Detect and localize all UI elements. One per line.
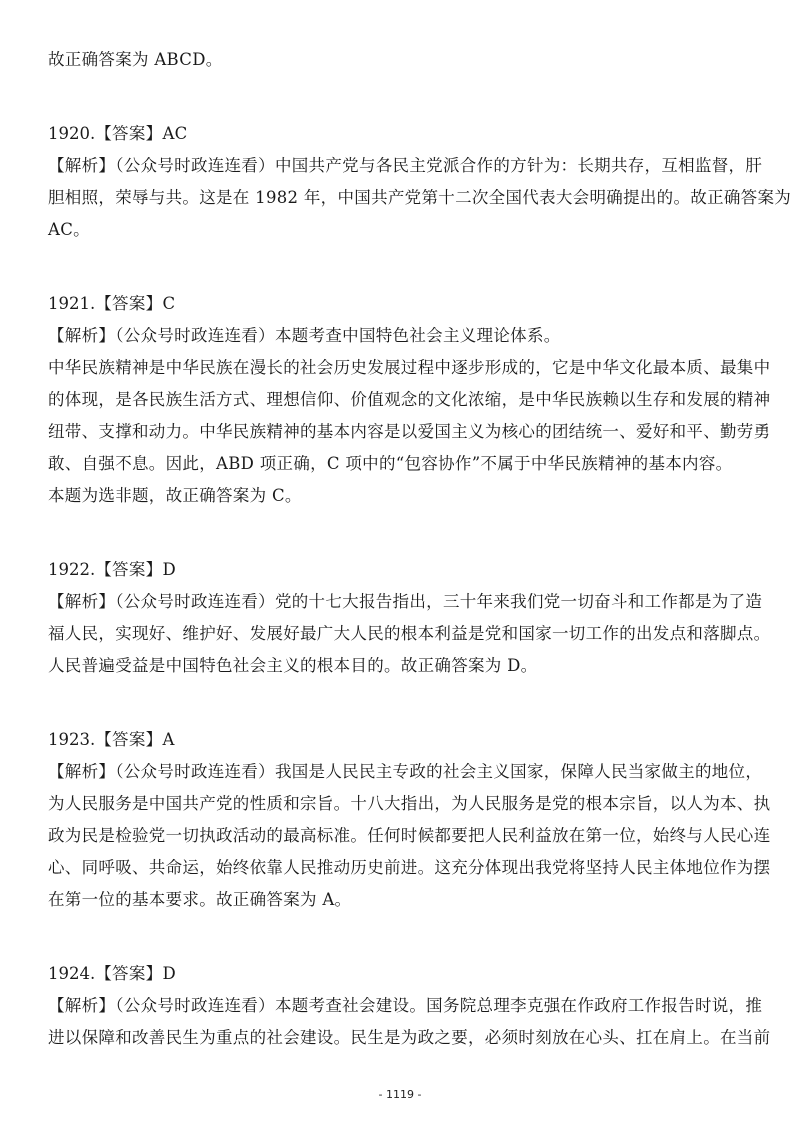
- question-number: 1920.: [48, 124, 96, 143]
- explanation-line: 纽带、支撑和动力。中华民族精神的基本内容是以爱国主义为核心的团结统一、爱好和平、勤劳勇: [48, 422, 771, 441]
- section-gap: [48, 246, 760, 288]
- question-header: [48, 724, 760, 756]
- explanation-line: 【解析】（公众号时政连连看）本题考查中国特色社会主义理论体系。: [48, 326, 561, 345]
- explanation-line: 在第一位的基本要求。故正确答案为 A。: [48, 890, 352, 909]
- section-gap: [48, 76, 760, 118]
- answer-value: C: [162, 294, 176, 313]
- explanation-line: 政为民是检验党一切执政活动的最高标准。任何时候都要把人民利益放在第一位，始终与人民心连: [48, 826, 771, 845]
- explanation-line: 为人民服务是中国共产党的性质和宗旨。十八大指出，为人民服务是党的根本宗旨，以人为本、执: [48, 794, 771, 813]
- answer-label: 【答案】: [95, 560, 163, 579]
- question-number: 1921.: [48, 294, 96, 313]
- question-block: [48, 118, 792, 246]
- answer-value: A: [162, 730, 175, 749]
- answer-value: AC: [162, 124, 188, 143]
- intro-line: 故正确答案为 ABCD。: [48, 50, 223, 69]
- explanation-line: 本题为选非题，故正确答案为 C。: [48, 486, 302, 505]
- question-number: 1922.: [48, 560, 96, 579]
- question-block: [48, 554, 771, 682]
- answer-label: 【答案】: [95, 294, 163, 313]
- explanation-line: 【解析】（公众号时政连连看）中国共产党与各民主党派合作的方针为：长期共存，互相监督，肝: [48, 156, 763, 175]
- explanation-line: 的体现，是各民族生活方式、理想信仰、价值观念的文化浓缩，是中华民族赖以生存和发展的精神: [48, 390, 771, 409]
- answer-label: 【答案】: [95, 730, 163, 749]
- explanation-line: 中华民族精神是中华民族在漫长的社会历史发展过程中逐步形成的，它是中华文化最本质、最集中: [48, 358, 771, 377]
- answer-value: D: [162, 560, 176, 579]
- explanation-line: 人民普遍受益是中国特色社会主义的根本目的。故正确答案为 D。: [48, 656, 538, 675]
- explanation-line: 【解析】（公众号时政连连看）党的十七大报告指出，三十年来我们党一切奋斗和工作都是为了造: [48, 592, 763, 611]
- explanation-line: 福人民，实现好、维护好、发展好最广大人民的根本利益是党和国家一切工作的出发点和落脚点。: [48, 624, 771, 643]
- question-header: [48, 958, 760, 990]
- question-header: [48, 118, 760, 150]
- section-gap: [48, 916, 760, 958]
- explanation-line: 进以保障和改善民生为重点的社会建设。民生是为政之要，必须时刻放在心头、扛在肩上。在当前: [48, 1028, 771, 1047]
- document-page: [48, 44, 792, 1054]
- question-number: 1924.: [48, 964, 96, 983]
- explanation-line: AC。: [48, 220, 90, 239]
- explanation-line: 敢、自强不息。因此，ABD 项正确，C 项中的“包容协作”不属于中华民族精神的基本内容。: [48, 454, 733, 473]
- page-number: - 1119 -: [378, 1088, 422, 1101]
- explanation-line: 【解析】（公众号时政连连看）我国是人民民主专政的社会主义国家，保障人民当家做主的地位，: [48, 762, 763, 781]
- section-gap: [48, 512, 760, 554]
- question-block: [48, 724, 771, 916]
- question-header: [48, 288, 760, 320]
- answer-label: 【答案】: [95, 124, 163, 143]
- section-gap: [48, 682, 760, 724]
- answer-value: D: [162, 964, 176, 983]
- question-list: [48, 76, 792, 1054]
- explanation-line: 胆相照，荣辱与共。这是在 1982 年，中国共产党第十二次全国代表大会明确提出的。故正确答案为: [48, 188, 792, 207]
- question-block: [48, 288, 771, 512]
- explanation-line: 【解析】（公众号时政连连看）本题考查社会建设。国务院总理李克强在作政府工作报告时说，推: [48, 996, 763, 1015]
- explanation-line: 心、同呼吸、共命运，始终依靠人民推动历史前进。这充分体现出我党将坚持人民主体地位作为摆: [48, 858, 771, 877]
- question-header: [48, 554, 760, 586]
- question-block: [48, 958, 771, 1054]
- answer-label: 【答案】: [95, 964, 163, 983]
- question-number: 1923.: [48, 730, 96, 749]
